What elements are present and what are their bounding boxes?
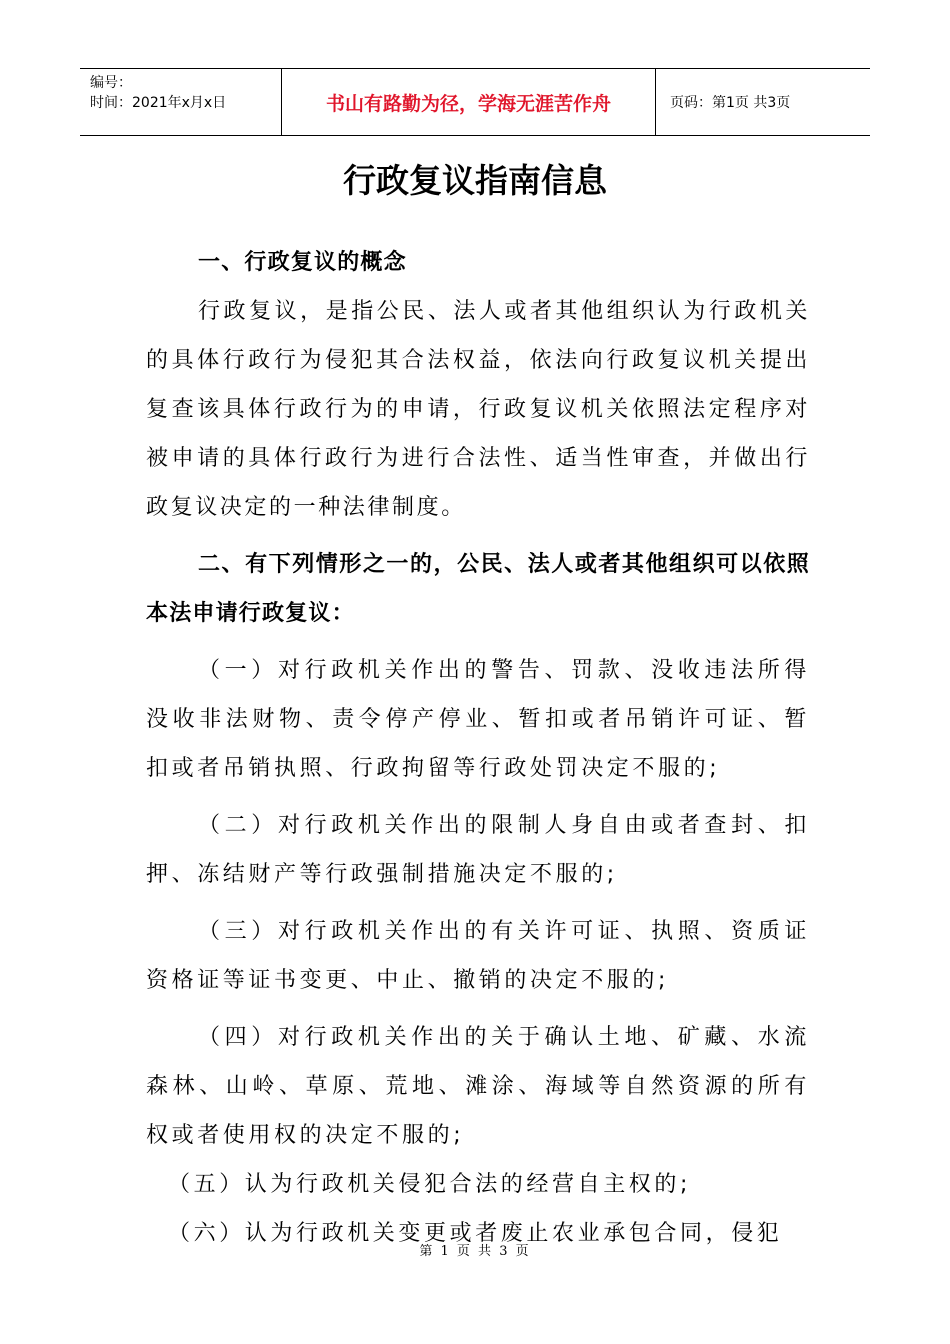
document-title: 行政复议指南信息 bbox=[343, 161, 607, 200]
page-footer: 第 1 页 共 3 页 bbox=[419, 1244, 531, 1259]
header-meta-cell bbox=[80, 69, 282, 135]
header-motto-cell bbox=[282, 69, 656, 135]
section-1-heading: 一、行政复议的概念 bbox=[198, 250, 407, 275]
header-page-cell bbox=[656, 69, 870, 135]
list-item-2: （二）对行政机关作出的限制人身自由或者查封、扣押、冻结财产等行政强制措施决定不服的; bbox=[146, 813, 810, 887]
section-2-heading: 二、有下列情形之一的，公民、法人或者其他组织可以依照本法申请行政复议： bbox=[146, 552, 810, 626]
page-info: 页码：第1页 共3页 bbox=[670, 95, 791, 111]
list-item-1: （一）对行政机关作出的警告、罚款、没收违法所得没收非法财物、责令停产停业、暂扣或者吊销许可证、暂扣或者吊销执照、行政拘留等行政处罚决定不服的; bbox=[146, 658, 810, 781]
document-header bbox=[80, 68, 870, 136]
section-1-body: 行政复议，是指公民、法人或者其他组织认为行政机关的具体行政行为侵犯其合法权益，依法向行政复议机关提出复查该具体行政行为的申请，行政复议机关依照法定程序对被申请的具体行政行为进行合法性、适当性审查，并做出行政复议决定的一种法律制度。 bbox=[146, 299, 810, 520]
document-body bbox=[146, 238, 810, 1258]
list-item-5: （五）认为行政机关侵犯合法的经营自主权的; bbox=[168, 1172, 692, 1197]
list-item-3: （三）对行政机关作出的有关许可证、执照、资质证资格证等证书变更、中止、撤销的决定不服的; bbox=[146, 919, 810, 993]
list-item-6: （六）认为行政机关变更或者废止农业承包合同，侵犯 bbox=[168, 1221, 783, 1246]
motto-text: 书山有路勤为径，学海无涯苦作舟 bbox=[325, 92, 611, 115]
number-label: 编号： bbox=[90, 75, 132, 91]
list-item-4: （四）对行政机关作出的关于确认土地、矿藏、水流森林、山岭、草原、荒地、滩涂、海域等自然资源的所有权或者使用权的决定不服的; bbox=[146, 1025, 810, 1148]
time-label: 时间：2021年x月x日 bbox=[90, 95, 227, 111]
